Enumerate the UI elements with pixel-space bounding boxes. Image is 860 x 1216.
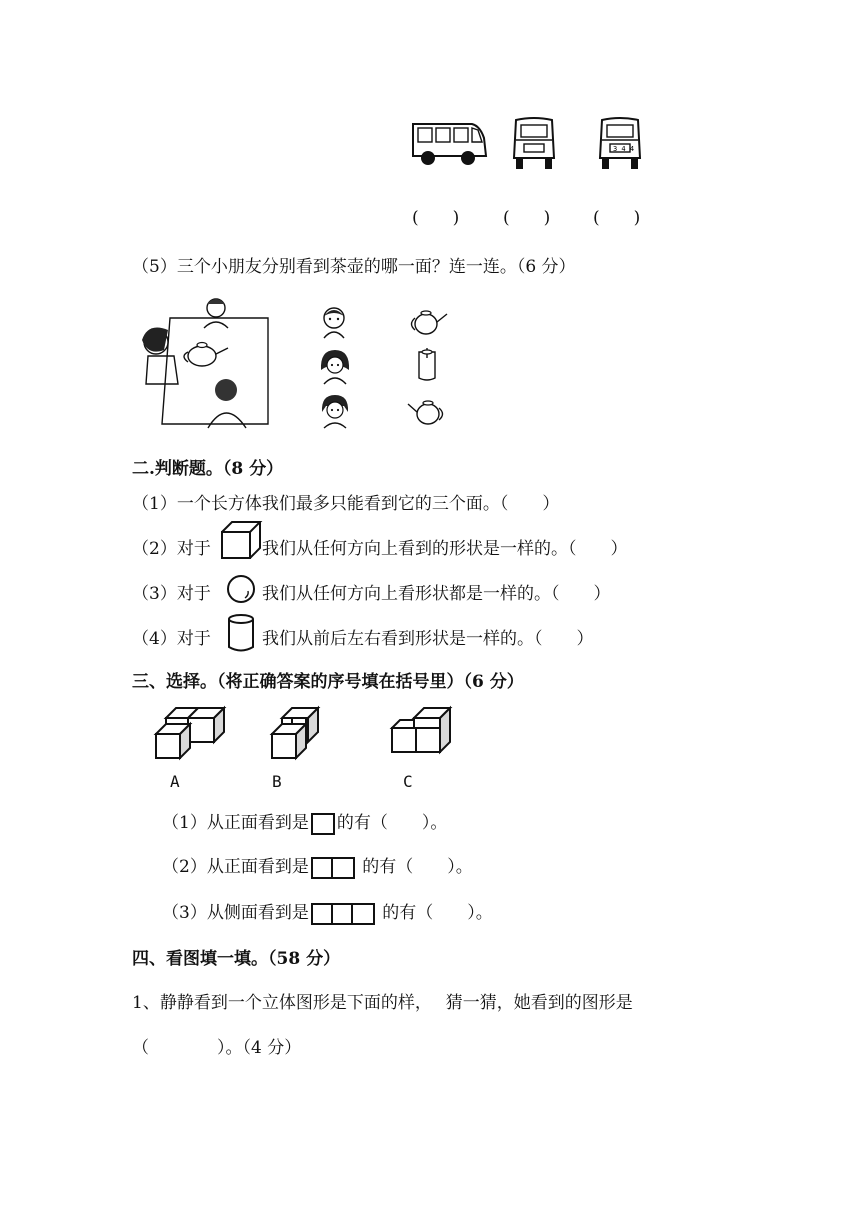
option-b-label: B [272,772,282,791]
child-face-2-image [318,348,352,384]
judge-item-2-text: 我们从任何方向上看到的形状是一样的。（ ） [262,539,628,559]
choice-q3-prefix: （3）从侧面看到是 [162,903,309,923]
judge-item-3-prefix: （3）对于 [132,584,211,604]
cube-shape-icon [218,520,262,560]
choice-q2 [162,852,473,879]
child-face-1-image [318,304,350,338]
teapot-side-view-2 [406,394,450,428]
child-face-3-image [318,392,352,428]
option-a-cubes-image [150,704,234,762]
choice-q2-prefix: （2）从正面看到是 [162,857,309,877]
judge-item-4-text: 我们从前后左右看到形状是一样的。（ ） [262,629,594,649]
cylinder-shape-icon [226,612,256,654]
section3-title: 三、选择。（将正确答案的序号填在括号里）（6 分） [132,672,524,692]
one-square-icon [311,813,335,835]
teapot-side-view-1 [406,304,450,338]
sphere-shape-icon [226,574,256,604]
choice-q1-suffix: 的有（ ）。 [336,813,448,833]
option-c-label: C [403,772,413,791]
judge-item-4-prefix: （4）对于 [132,629,211,649]
bus-side-view-image [410,118,490,174]
bus-back-view-image [510,116,558,172]
option-c-cubes-image [386,704,470,756]
choice-q2-suffix: 的有（ ）。 [362,857,473,877]
choice-q3-suffix: 的有（ ）。 [382,903,493,923]
svg-text:3 4 4: 3 4 4 [613,145,635,153]
section4-title: 四、看图填一填。（58 分） [132,949,341,969]
vehicle-answer-1[interactable]: ( ) [412,208,460,228]
option-a-label: A [170,772,180,791]
section2-title: 二.判断题。（8 分） [132,459,284,479]
q5-text: （5）三个小朋友分别看到茶壶的哪一面？连一连。（6 分） [132,257,576,277]
judge-item-2-prefix: （2）对于 [132,539,211,559]
choice-q1-prefix: （1）从正面看到是 [162,813,309,833]
vehicle-answer-3[interactable]: ( ) [593,208,641,228]
teapot-front-view [412,346,442,384]
bus-front-view-image [596,116,644,172]
three-squares-icon [311,903,375,925]
choice-q1 [162,808,447,835]
two-squares-icon [311,857,355,879]
judge-item-3-text: 我们从任何方向上看形状都是一样的。（ ） [262,584,611,604]
section4-q1-line1: 1、静静看到一个立体图形是下面的样， 猜一猜，她看到的图形是 [132,993,633,1013]
option-b-cubes-image [266,704,330,762]
judge-item-1: （1）一个长方体我们最多只能看到它的三个面。（ ） [132,494,560,514]
vehicle-answer-2[interactable]: ( ) [503,208,551,228]
choice-q3 [162,898,493,925]
children-table-teapot-image [134,294,274,432]
section4-q1-line2: （ ）。（4 分） [132,1038,302,1058]
